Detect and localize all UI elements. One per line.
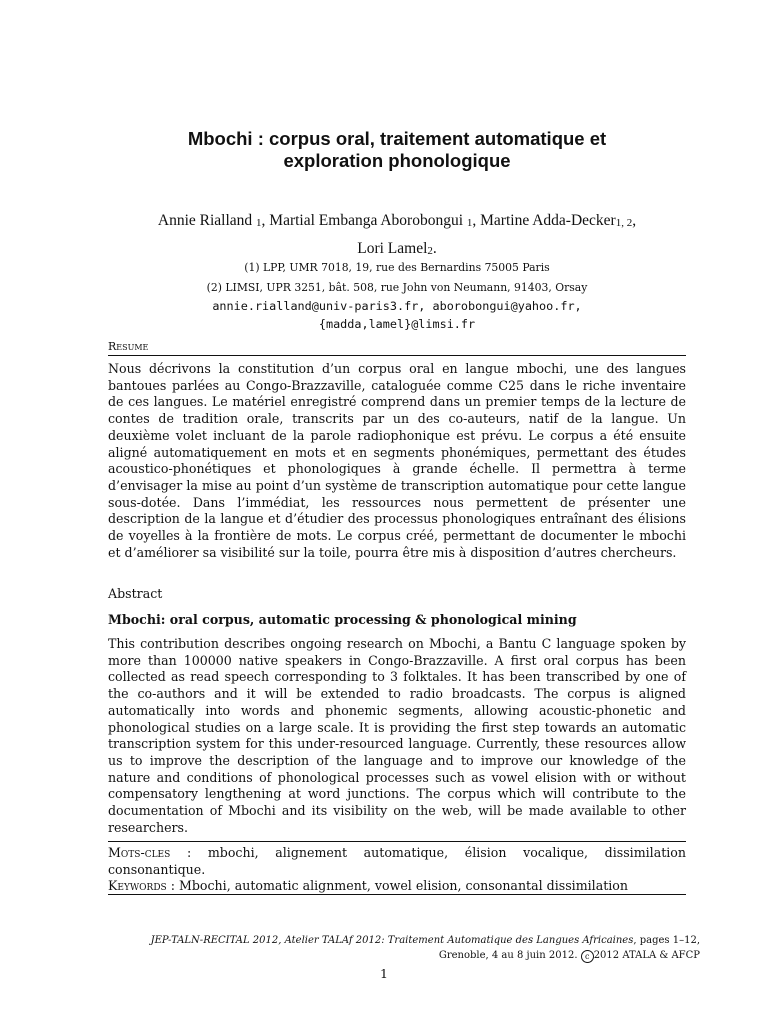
author-affiliation-mark: 1 [466,217,473,229]
resume-text: Nous décrivons la constitution d’un corpus oral en langue mbochi, une des langues bantoues parlées au Congo-Brazzaville, cataloguée comme C25 dans le riche inventaire de ces langues. Le matériel enregistré comprend dans un premier temps de la lecture de contes de tradition orale, transcrits par un des co-auteurs, natif de la langue. Un deuxième volet incluant de la parole radiophonique est prévu. Le corpus a été ensuite aligné automatiquement en mots et en segments phonémiques, permettant des études acoustico-phonétiques et phonologiques à grande échelle. Il permettra à terme d’envisager la mise au point d’un système de transcription automatique pour cette langue sous-dotée. Dans l’immédiat, les ressources nous permettent de présenter une description de la langue et d’étudier des processus phonologiques entraînant des élisions de voyelles à la frontière de mots. Le corpus créé, permettant de documenter le mbochi et d’améliorer sa visibilité sur la toile, pourra être mis à disposition d’autres chercheurs. [108,361,686,560]
abstract-title: Mbochi: oral corpus, automatic processing & phonological mining [108,612,577,627]
author-affiliation-mark: 2 [427,245,433,257]
affiliation-2: (2) LIMSI, UPR 3251, bât. 508, rue John von Neumann, 91403, Orsay [206,281,588,294]
keywords-block [108,841,686,895]
footer-copyright: 2012 ATALA & AFCP [593,950,700,961]
resume-heading [108,339,686,356]
email-line-1: annie.rialland@univ-paris3.fr, aborobongui@yahoo.fr, [212,299,582,313]
footer-pages: , pages 1–12, [633,935,700,946]
keywords-en-text: Mbochi, automatic alignment, vowel elision, consonantal dissimilation [178,878,628,893]
abstract-heading: Abstract [108,586,163,601]
author-affiliation-mark: 1 [256,217,262,229]
keywords-fr [108,845,686,878]
author-name: Martial Embanga Aborobongui [269,212,464,229]
footer-place-line [140,948,700,963]
footer-venue: JEP-TALN-RECITAL 2012, Atelier TALAf 2012: Traitement Automatique des Langues Africaines [150,935,634,946]
footer-place: Grenoble, 4 au 8 juin 2012. [438,950,578,961]
keywords-en-label: Keywords : [108,878,175,893]
abstract-text: This contribution describes ongoing research on Mbochi, a Bantu C language spoken by more than 100000 native speakers in Congo-Brazzaville. A first oral corpus has been collected as read speech corresponding to 3 folktales. It has been transcribed by one of the co-authors and it will be extended to radio broadcasts. The corpus is aligned automatically into words and phonemic segments, allowing acoustic-phonetic and phonological studies on a large scale. It is providing the first step towards an automatic transcription system for this under-resourced language. Currently, these resources allow us to improve the description of the language and to improve our knowledge of the nature and conditions of phonological processes such as vowel elision with or without compensatory lengthening at word junctions. The corpus which will contribute to the documentation of Mbochi and its visibility on the web, will be made available to other researchers. [108,636,686,835]
author-name: Lori Lamel [357,240,428,257]
copyright-icon: c [581,950,594,963]
email-line-2: {madda,lamel}@limsi.fr [318,317,476,331]
resume-heading-label: Resume [108,340,149,353]
title-line-1: Mbochi : corpus oral, traitement automatique et [187,128,607,149]
footer-venue-line [140,933,700,948]
author-affiliation-mark: 1, 2 [615,217,633,229]
paper-title [108,128,686,172]
affiliation-1: (1) LPP, UMR 7018, 19, rue des Bernardins 75005 Paris [244,261,550,274]
author-list [108,208,686,264]
page-number: 1 [380,966,388,981]
keywords-en [108,878,686,895]
title-line-2: exploration phonologique [283,150,511,171]
author-line-1: Annie Rialland $_1$, Martial Embanga Aborobongui $_1$, Martine Adda-Decker$_{1, 2}$, [157,212,637,229]
author-line-2: Lori Lamel$_2$. [357,240,437,257]
author-name: Martine Adda-Decker [480,212,616,229]
keywords-fr-text: mbochi, alignement automatique, élision vocalique, dissimilation consonantique. [108,845,686,877]
author-name: Annie Rialland [157,212,253,229]
keywords-fr-label: Mots-cles : [108,845,192,860]
